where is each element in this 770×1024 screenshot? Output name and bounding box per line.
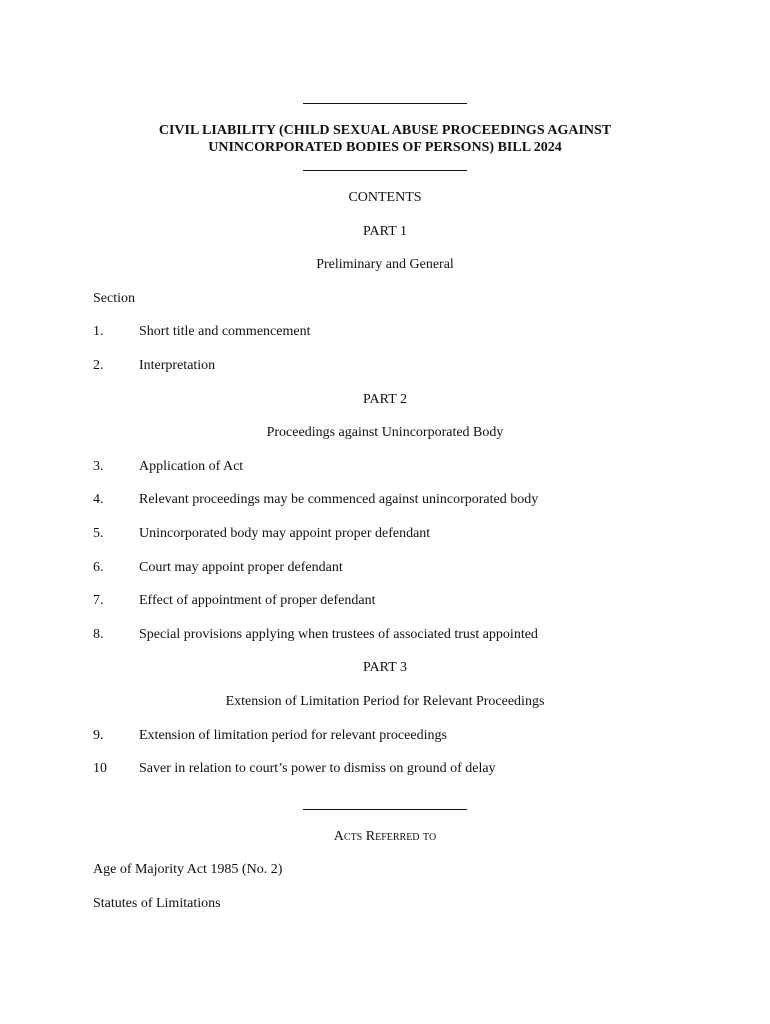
entry-number: 7.	[93, 593, 104, 608]
contents-heading: CONTENTS	[348, 190, 422, 205]
bill-title	[0, 122, 770, 156]
contents-entry	[0, 491, 770, 508]
part-3-heading: Extension of Limitation Period for Relevant Proceedings	[225, 694, 545, 709]
contents-entry	[0, 592, 770, 609]
part-1-label: PART 1	[363, 224, 407, 239]
part-1-heading: Preliminary and General	[316, 257, 454, 272]
contents-entry	[0, 727, 770, 744]
entry-title: Effect of appointment of proper defendant	[139, 593, 376, 608]
section-label: Section	[93, 291, 135, 306]
entry-number: 6.	[93, 560, 104, 575]
referred-act: Statutes of Limitations	[93, 896, 221, 911]
part-2-heading: Proceedings against Unincorporated Body	[266, 425, 504, 440]
part-2-label: PART 2	[363, 392, 407, 407]
acts-rule	[303, 809, 467, 810]
bill-title-line-2: UNINCORPORATED BODIES OF PERSONS) BILL 2024	[208, 140, 562, 155]
contents-entry	[0, 458, 770, 475]
contents-entry	[0, 760, 770, 777]
entry-title: Application of Act	[139, 459, 244, 474]
entry-title: Special provisions applying when trustees of associated trust appointed	[139, 627, 538, 642]
part-3-label: PART 3	[363, 660, 407, 675]
entry-title: Relevant proceedings may be commenced against unincorporated body	[139, 492, 539, 507]
entry-number: 9.	[93, 728, 104, 743]
bill-title-line-1: CIVIL LIABILITY (CHILD SEXUAL ABUSE PROCEEDINGS AGAINST	[158, 123, 612, 138]
entry-number: 3.	[93, 459, 104, 474]
entry-number: 2.	[93, 358, 104, 373]
entry-title: Saver in relation to court’s power to dismiss on ground of delay	[139, 761, 496, 776]
contents-entry	[0, 626, 770, 643]
entry-number: 5.	[93, 526, 104, 541]
entry-number: 8.	[93, 627, 104, 642]
contents-entry	[0, 357, 770, 374]
entry-number: 1.	[93, 324, 104, 339]
entry-number: 4.	[93, 492, 104, 507]
entry-title: Extension of limitation period for relevant proceedings	[139, 728, 447, 743]
entry-number: 10	[93, 761, 107, 776]
entry-title: Court may appoint proper defendant	[139, 560, 343, 575]
entry-title: Unincorporated body may appoint proper defendant	[139, 526, 431, 541]
entry-title: Interpretation	[139, 358, 216, 373]
acts-referred-heading: Acts Referred to	[333, 829, 437, 844]
contents-entry	[0, 525, 770, 542]
contents-entry	[0, 323, 770, 340]
referred-act: Age of Majority Act 1985 (No. 2)	[93, 862, 283, 877]
top-rule	[303, 103, 467, 104]
title-bottom-rule	[303, 170, 467, 171]
contents-entry	[0, 559, 770, 576]
entry-title: Short title and commencement	[139, 324, 311, 339]
